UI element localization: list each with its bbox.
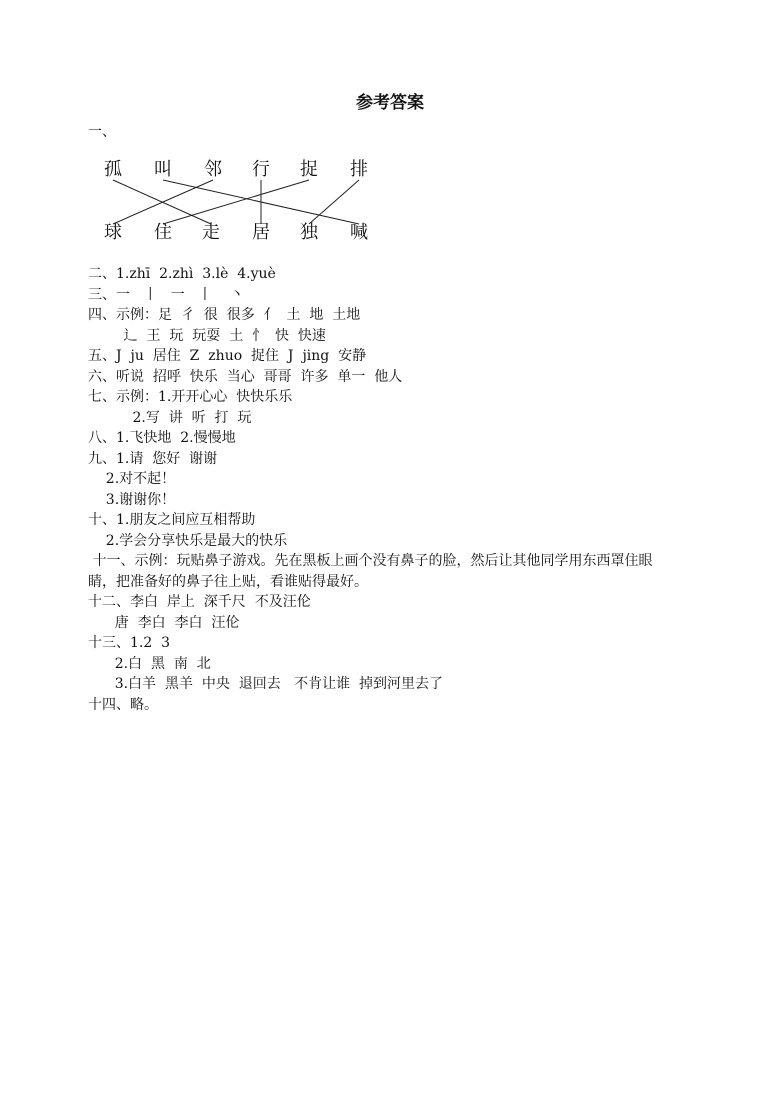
match-line-6: [309, 180, 359, 224]
top-char-1: 孤: [104, 159, 122, 180]
answer-line-9a: 九、1.请 您好 谢谢: [88, 451, 218, 467]
answer-line-11a: 十一、示例：玩贴鼻子游戏。先在黑板上画个没有鼻子的脸，然后让其他同学用东西罩住眼: [88, 553, 653, 569]
answer-line-7a: 七、示例：1.开开心心 快快乐乐: [88, 389, 293, 405]
answer-line-4a: 四、示例：足 彳 很 很多 亻 土 地 土地: [88, 307, 361, 323]
match-line-5: [163, 180, 309, 224]
top-char-2: 叫: [154, 159, 172, 180]
answer-line-13c: 3.白羊 黑羊 中央 退回去 不肯让谁 掉到河里去了: [88, 676, 444, 692]
top-char-6: 排: [350, 159, 368, 180]
answer-line-9b: 2.对不起！: [88, 471, 176, 487]
bottom-char-2: 住: [154, 222, 172, 243]
answer-line-6: 六、听说 招呼 快乐 当心 哥哥 许多 单一 他人: [88, 369, 403, 385]
answer-line-11b: 睛，把准备好的鼻子往上贴，看谁贴得最好。: [88, 574, 368, 590]
answer-line-14: 十四、略。: [88, 697, 158, 713]
bottom-char-5: 独: [300, 222, 318, 243]
answer-line-5: 五、J ju 居住 Z zhuo 捉住 J jing 安静: [88, 348, 367, 364]
section-1-label: 一、: [88, 124, 116, 140]
top-char-5: 捉: [300, 159, 318, 180]
answer-line-13b: 2.白 黑 南 北: [88, 656, 211, 672]
top-char-4: 行: [252, 159, 270, 180]
answer-line-12b: 唐 李白 李白 汪伦: [88, 615, 240, 631]
top-char-3: 邻: [204, 159, 222, 180]
answer-line-10b: 2.学会分享快乐是最大的快乐: [88, 533, 288, 549]
answer-line-12a: 十二、李白 岸上 深千尺 不及汪伦: [88, 594, 311, 610]
answer-line-2: 二、1.zhī 2.zhì 3.lè 4.yuè: [88, 266, 276, 282]
page-title: 参考答案: [356, 93, 424, 113]
answer-line-9c: 3.谢谢你！: [88, 492, 176, 508]
answer-line-10a: 十、1.朋友之间应互相帮助: [88, 512, 256, 528]
answer-line-13a: 十三、1.2 3: [88, 635, 171, 651]
bottom-char-1: 球: [104, 222, 122, 243]
bottom-char-6: 喊: [350, 222, 368, 243]
answer-line-8: 八、1.飞快地 2.慢慢地: [88, 430, 236, 446]
bottom-char-3: 走: [202, 222, 220, 243]
bottom-char-4: 居: [252, 222, 270, 243]
answer-line-7b: 2.写 讲 听 打 玩: [88, 410, 252, 426]
answer-line-3: 三、一 丨 一 丨 丶: [88, 287, 244, 303]
answer-line-4b: 辶 王 玩 玩耍 土 忄 快 快速: [88, 328, 326, 344]
